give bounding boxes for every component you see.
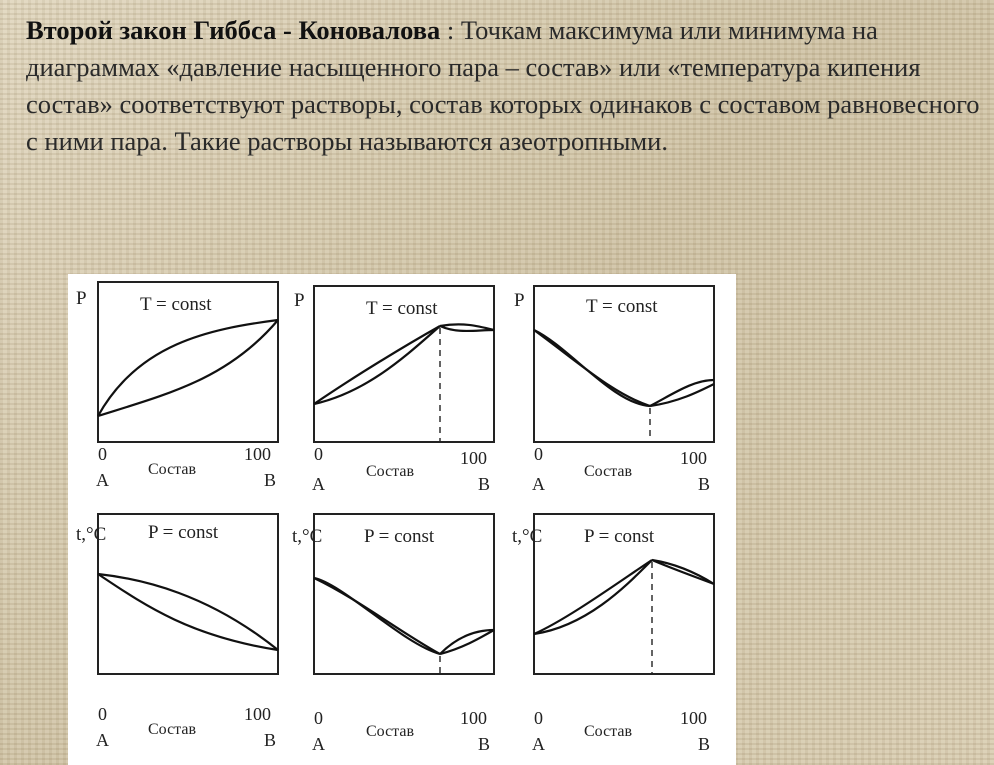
xmin-bottom-1: 0	[98, 704, 107, 724]
vapor-curve-top-3a	[534, 330, 650, 406]
condition-top-1: T = const	[140, 294, 212, 315]
vapor-curve-top-1	[98, 320, 278, 416]
ylabel-top-3: P	[514, 290, 525, 311]
xmin-bottom-3: 0	[534, 708, 543, 728]
diagram-canvas	[68, 274, 736, 765]
xmax-bottom-1: 100	[244, 704, 271, 724]
xlabel-top-2: Состав	[366, 463, 415, 480]
law-title: Второй закон Гиббса - Коновалова	[26, 15, 441, 45]
condition-bottom-2: P = const	[364, 526, 435, 547]
condition-top-2: T = const	[366, 298, 438, 319]
liquid-curve-bottom-3a	[534, 560, 652, 634]
xmin-top-1: 0	[98, 444, 107, 464]
component-a-top-3: A	[532, 474, 545, 494]
ylabel-top-2: P	[294, 290, 305, 311]
component-a-bottom-2: A	[312, 734, 325, 754]
xmin-top-3: 0	[534, 444, 543, 464]
component-b-bottom-2: B	[478, 734, 491, 754]
component-b-top-1: B	[264, 470, 277, 490]
law-statement	[26, 12, 986, 160]
component-b-bottom-1: B	[264, 730, 277, 750]
xmax-top-1: 100	[244, 444, 271, 464]
xlabel-top-1: Состав	[148, 461, 197, 478]
component-a-bottom-1: A	[96, 730, 109, 750]
ylabel-bottom-1: t,°C	[76, 524, 107, 545]
component-a-top-2: A	[312, 474, 325, 494]
ylabel-top-1: P	[76, 288, 87, 309]
xlabel-top-3: Состав	[584, 463, 633, 480]
xmin-bottom-2: 0	[314, 708, 323, 728]
xmin-top-2: 0	[314, 444, 323, 464]
liquid-curve-top-1	[98, 320, 278, 416]
component-a-bottom-3: A	[532, 734, 545, 754]
ylabel-bottom-2: t,°C	[292, 526, 323, 547]
xmax-top-2: 100	[460, 448, 487, 468]
law-body: : Точкам максимума или минимума на диаграммах «давление насыщенного пара – состав» или «температура кипения состав» соответствуют растворы, состав которых одинаков с составом равновесного с ними пара. Такие растворы называются азеотропными.	[26, 15, 980, 156]
xmax-top-3: 100	[680, 448, 707, 468]
xmax-bottom-3: 100	[680, 708, 707, 728]
component-a-top-1: A	[96, 470, 109, 490]
azeotrope-diagrams	[68, 274, 736, 765]
xlabel-bottom-1: Состав	[148, 721, 197, 738]
liquid-curve-top-3b	[650, 380, 714, 406]
ylabel-bottom-3: t,°C	[512, 526, 543, 547]
liquid-curve-bottom-3b	[652, 560, 714, 584]
vapor-curve-top-3b	[650, 384, 714, 406]
xlabel-bottom-3: Состав	[584, 723, 633, 740]
component-b-top-2: B	[478, 474, 491, 494]
condition-top-3: T = const	[586, 296, 658, 317]
liquid-curve-top-2a	[314, 326, 440, 404]
component-b-bottom-3: B	[698, 734, 711, 754]
xmax-bottom-2: 100	[460, 708, 487, 728]
component-b-top-3: B	[698, 474, 711, 494]
xlabel-bottom-2: Состав	[366, 723, 415, 740]
vapor-curve-bottom-1	[98, 574, 278, 650]
liquid-curve-bottom-1	[98, 574, 278, 650]
condition-bottom-3: P = const	[584, 526, 655, 547]
condition-bottom-1: P = const	[148, 522, 219, 543]
vapor-curve-bottom-2b	[440, 630, 494, 654]
